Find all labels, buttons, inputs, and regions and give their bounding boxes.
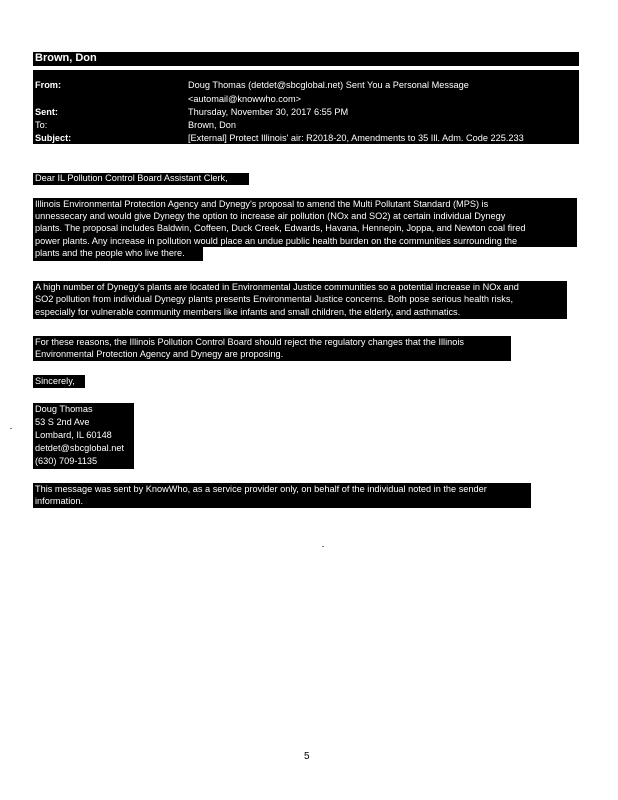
signature-line: 53 S 2nd Ave (35, 417, 90, 427)
footer-line: information. (35, 496, 84, 506)
signature-line: Lombard, IL 60148 (35, 430, 112, 440)
para2-line: SO2 pollution from individual Dynegy plants presents Environmental Justice concerns. Both pose serious health risks, (35, 294, 513, 304)
para2-line: especially for vulnerable community members like infants and small children, the elderly, and asthmatics. (35, 307, 461, 317)
sent-label: Sent: (35, 107, 58, 117)
from-label: From: (35, 80, 62, 90)
signature-line: detdet@sbcglobal.net (35, 443, 125, 453)
scan-speck (10, 428, 12, 429)
para1-line: plants. The proposal includes Baldwin, Coffeen, Duck Creek, Edwards, Havana, Hennepin, Joppa, and Newton coal fired (35, 223, 526, 233)
to-label: To: (35, 120, 48, 130)
subject-label: Subject: (35, 133, 72, 143)
sent-value: Thursday, November 30, 2017 6:55 PM (188, 107, 349, 117)
greeting: Dear IL Pollution Control Board Assistant Clerk, (35, 173, 228, 183)
page-number: 5 (304, 751, 310, 762)
sender-name: Brown, Don (35, 52, 97, 64)
para1-line: plants and the people who live there. (35, 248, 185, 258)
para2-line: A high number of Dynegy's plants are located in Environmental Justice communities so a potential increase in NOx and (35, 282, 519, 292)
closing: Sincerely, (35, 376, 75, 386)
to-value: Brown, Don (188, 120, 237, 130)
para1-line: Illinois Environmental Protection Agency and Dynegy's proposal to amend the Multi Pollutant Standard (MPS) is (35, 199, 489, 209)
para1-line: unnessecary and would give Dynegy the option to increase air pollution (NOx and SO2) at certain individual Dynegy (35, 211, 506, 221)
header-name-bar (33, 52, 579, 66)
subject-value: [External] Protect Illinois' air: R2018-20, Amendments to 35 Ill. Adm. Code 225.233 (188, 133, 524, 143)
signature-line: Doug Thomas (35, 404, 93, 414)
signature-line: (630) 709-1135 (35, 456, 98, 466)
footer-line: This message was sent by KnowWho, as a service provider only, on behalf of the individual noted in the sender (35, 484, 487, 494)
from-value-line1: Doug Thomas (detdet@sbcglobal.net) Sent You a Personal Message (188, 80, 469, 90)
para1-line: power plants. Any increase in pollution would place an undue public health burden on the communities surrounding the (35, 236, 518, 246)
from-value-line2: <automail@knowwho.com> (188, 94, 301, 104)
para3-line: Environmental Protection Agency and Dynegy are proposing. (35, 349, 284, 359)
para3-line: For these reasons, the Illinois Pollution Control Board should reject the regulatory changes that the Illinois (35, 337, 464, 347)
scan-speck (322, 546, 324, 547)
